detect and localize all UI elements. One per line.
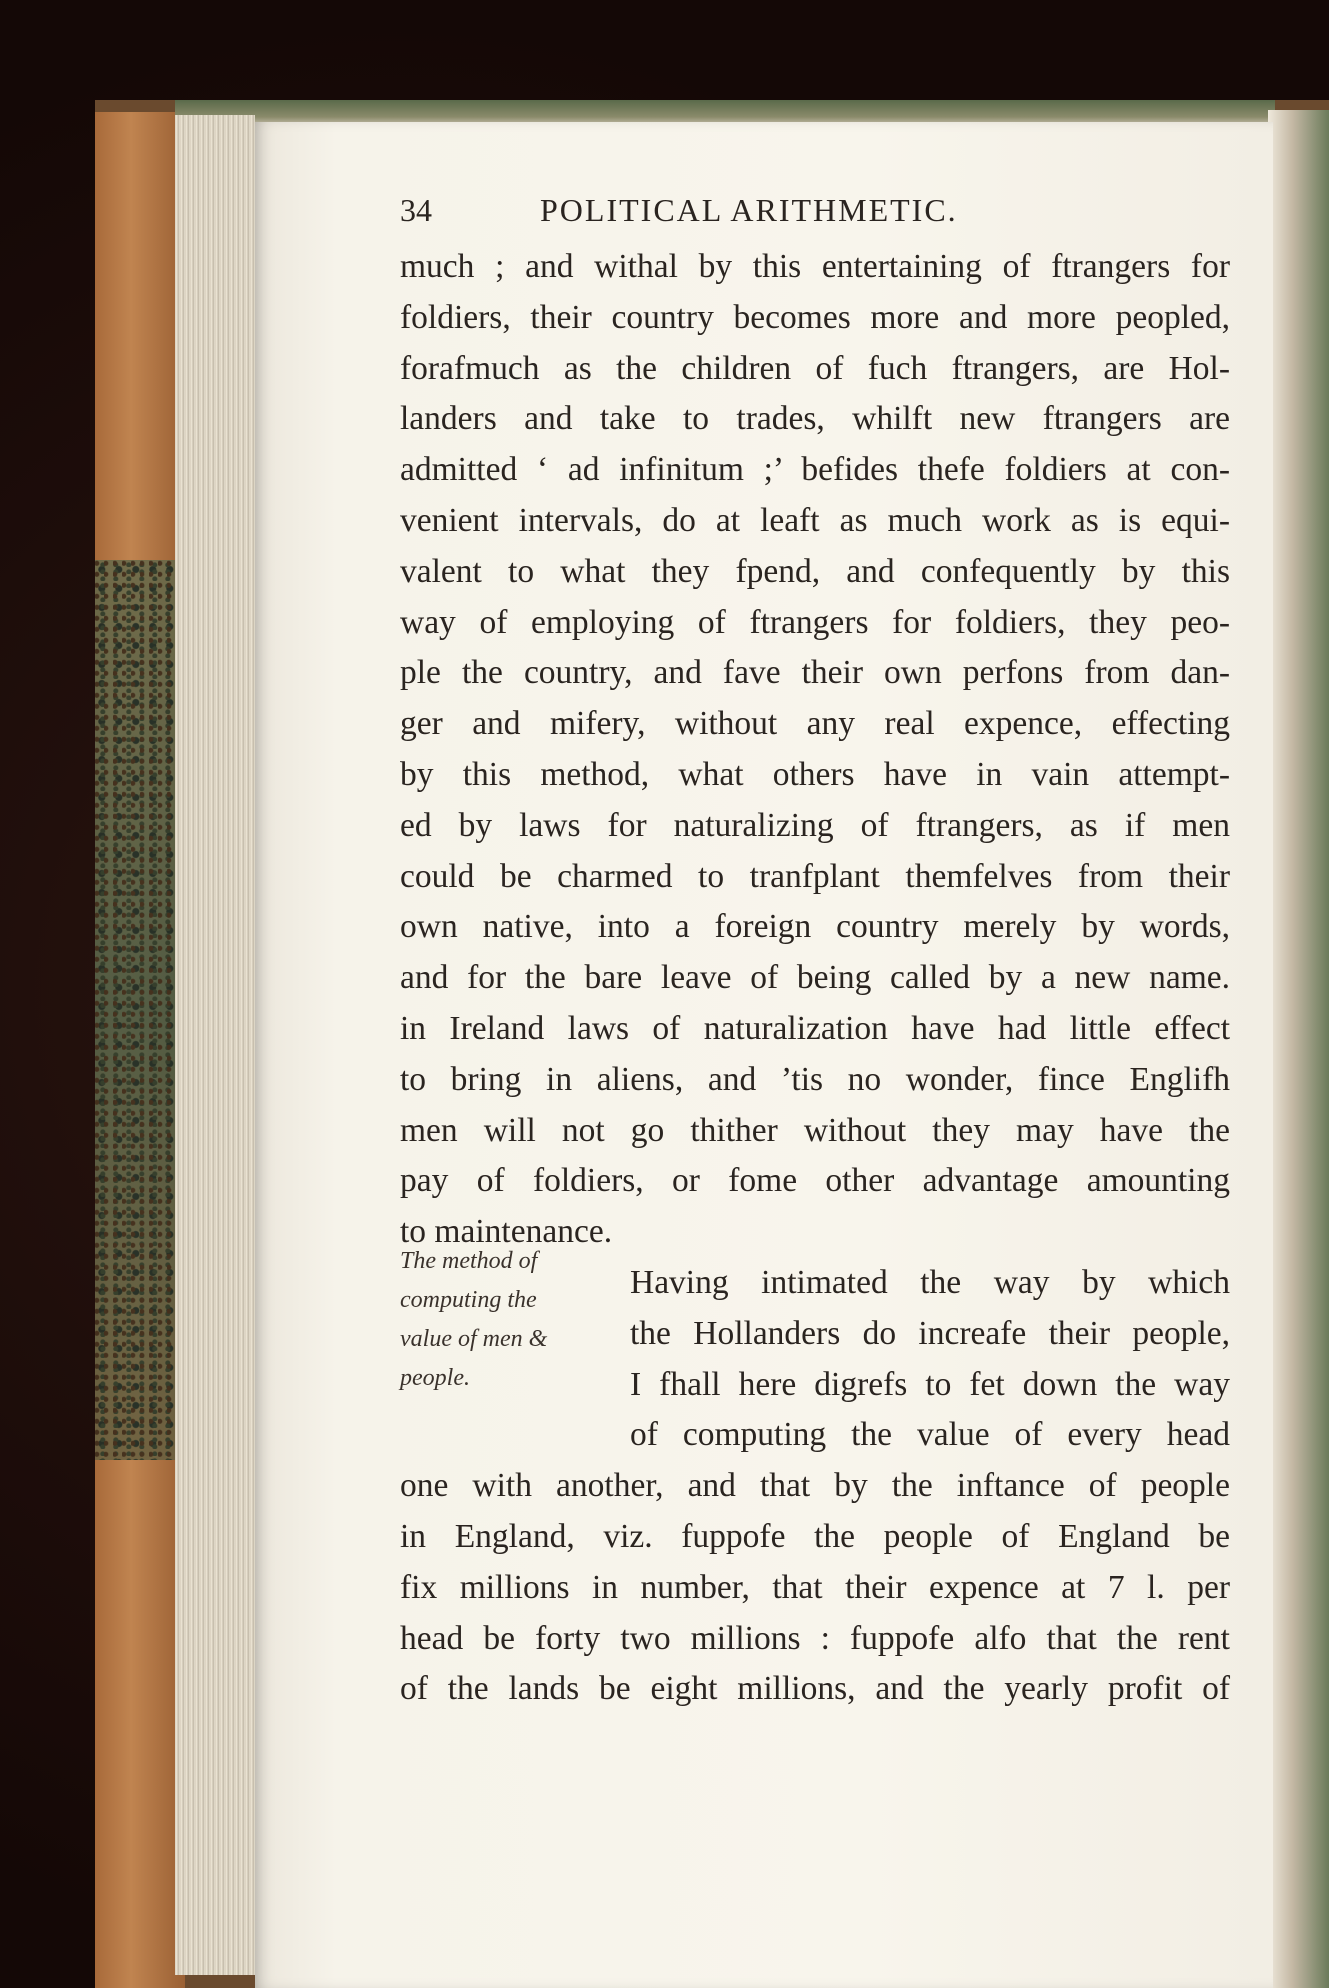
text-line: in England, viz. fuppofe the people of England be — [400, 1517, 1230, 1555]
margin-note — [400, 1242, 610, 1398]
margin-note-line: people. — [400, 1365, 470, 1391]
text-line: Having intimated the way by which — [630, 1263, 1230, 1301]
text-line: could be charmed to tranfplant themfelves from their — [400, 857, 1230, 895]
text-line: pay of foldiers, or fome other advantage amounting — [400, 1162, 1230, 1200]
text-line: ple the country, and fave their own perfons from dan- — [400, 654, 1230, 692]
text-line: to maintenance. — [400, 1213, 613, 1251]
text-line: fix millions in number, that their expence at 7 l. per — [400, 1568, 1230, 1606]
facing-page-edge — [1268, 110, 1329, 1988]
text-line: ed by laws for naturalizing of ftrangers, as if men — [400, 806, 1230, 844]
text-line: foldiers, their country becomes more and more peopled, — [400, 298, 1230, 336]
page-edges — [175, 115, 255, 1975]
text-line: in Ireland laws of naturalization have had little effect — [400, 1009, 1230, 1047]
text-line: of computing the value of every head — [630, 1416, 1230, 1454]
text-line: by this method, what others have in vain attempt- — [400, 755, 1230, 793]
text-line: own native, into a foreign country merely by words, — [400, 908, 1230, 946]
text-line: I fhall here digrefs to fet down the way — [630, 1365, 1230, 1403]
text-line: men will not go thither without they may have the — [400, 1111, 1230, 1149]
running-head: POLITICAL ARITHMETIC. — [540, 192, 958, 228]
text-line: landers and take to trades, whilft new ftrangers are — [400, 400, 1230, 438]
text-line: venient intervals, do at leaft as much work as is equi- — [400, 501, 1230, 539]
margin-note-line: value of men & — [400, 1326, 548, 1352]
text-line: one with another, and that by the inftance of people — [400, 1467, 1230, 1505]
text-line: ger and mifery, without any real expence, effecting — [400, 705, 1230, 743]
text-line: admitted ‘ ad infinitum ;’ befides thefe foldiers at con- — [400, 451, 1230, 489]
page-text — [400, 192, 1230, 1715]
text-line: of the lands be eight millions, and the yearly profit of — [400, 1670, 1230, 1708]
margin-note-line: The method of — [400, 1248, 538, 1274]
text-line: head be forty two millions : fuppofe alfo that the rent — [400, 1619, 1230, 1657]
text-line: the Hollanders do increafe their people, — [630, 1314, 1230, 1352]
page-number: 34 — [400, 192, 432, 228]
text-line: way of employing of ftrangers for foldiers, they peo- — [400, 603, 1230, 641]
text-line: and for the bare leave of being called by a new name. — [400, 959, 1230, 997]
text-line: to bring in aliens, and ’tis no wonder, fince Englifh — [400, 1060, 1230, 1098]
text-line: valent to what they fpend, and confequently by this — [400, 552, 1230, 590]
marbled-board — [95, 560, 175, 1460]
text-line: forafmuch as the children of fuch ftrangers, are Hol- — [400, 349, 1230, 387]
paragraph-1 — [400, 242, 1230, 1258]
page-header — [400, 192, 1230, 242]
margin-note-line: computing the — [400, 1287, 537, 1313]
text-line: much ; and withal by this entertaining of ftrangers for — [400, 248, 1230, 285]
